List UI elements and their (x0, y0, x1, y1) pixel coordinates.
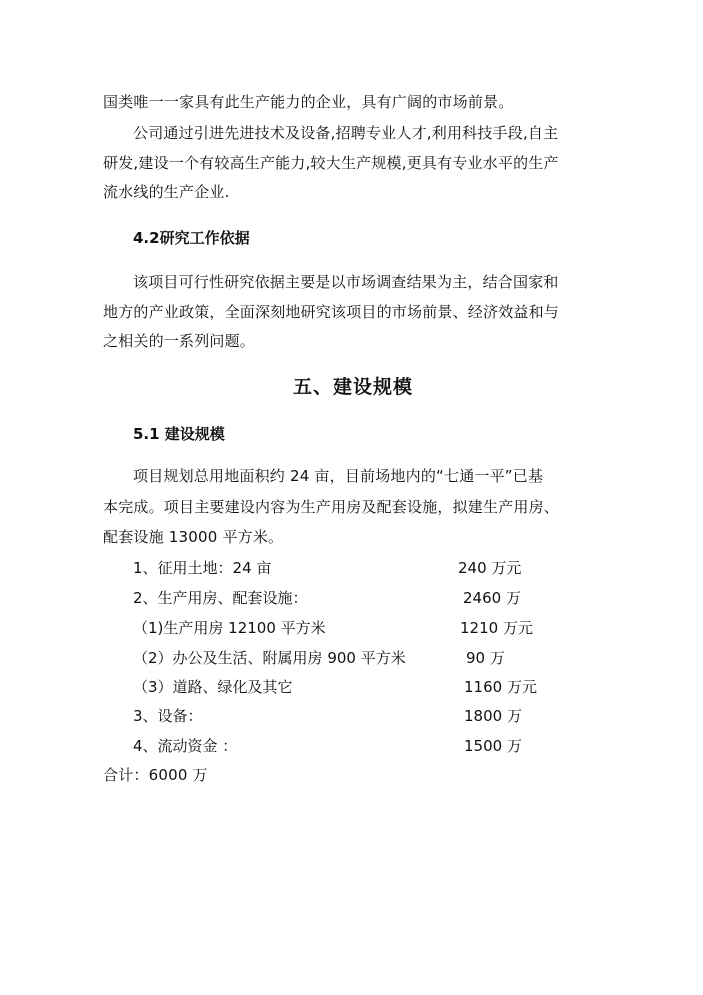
budget-item-label: 1、征用土地：24 亩 (133, 559, 272, 577)
paragraph-line: 地方的产业政策，全面深刻地研究该项目的市场前景、经济效益和与 (103, 303, 560, 321)
budget-item-amount: 1210 万元 (460, 619, 533, 637)
budget-item-amount: 1160 万元 (464, 678, 537, 696)
paragraph-line: 国类唯一一家具有此生产能力的企业，具有广阔的市场前景。 (103, 93, 514, 111)
budget-item-label: （2）办公及生活、附属用房 900 平方米 (133, 649, 406, 667)
budget-item-amount: 90 万 (466, 649, 505, 667)
paragraph-line: 配套设施 13000 平方米。 (103, 528, 284, 546)
budget-item-label: （3）道路、绿化及其它 (133, 678, 293, 696)
chapter-title: 五、建设规模 (293, 376, 414, 398)
paragraph-line: 公司通过引进先进技术及设备,招聘专业人才,利用科技手段,自主 (133, 124, 559, 142)
budget-item-label: 3、设备： (133, 707, 203, 725)
budget-item-label: （1)生产用房 12100 平方米 (133, 619, 326, 637)
section-heading-4-2: 4.2研究工作依据 (133, 229, 250, 247)
paragraph-line: 项目规划总用地面积约 24 亩，目前场地内的“七通一平”已基 (133, 467, 544, 485)
paragraph-line: 流水线的生产企业. (103, 183, 230, 201)
paragraph-line: 研发,建设一个有较高生产能力,较大生产规模,更具有专业水平的生产 (103, 154, 559, 172)
budget-item-amount: 2460 万 (463, 589, 521, 607)
budget-item-label: 2、生产用房、配套设施： (133, 589, 308, 607)
paragraph-line: 该项目可行性研究依据主要是以市场调查结果为主，结合国家和 (133, 273, 559, 291)
budget-total: 合计：6000 万 (103, 766, 208, 784)
section-heading-5-1: 5.1 建设规模 (133, 425, 225, 443)
budget-item-amount: 1800 万 (464, 707, 522, 725)
paragraph-line: 本完成。项目主要建设内容为生产用房及配套设施，拟建生产用房、 (103, 498, 560, 516)
budget-item-amount: 240 万元 (458, 559, 522, 577)
budget-item-label: 4、流动资金 ： (133, 737, 238, 755)
budget-item-amount: 1500 万 (464, 737, 522, 755)
paragraph-line: 之相关的一系列问题。 (103, 332, 256, 350)
